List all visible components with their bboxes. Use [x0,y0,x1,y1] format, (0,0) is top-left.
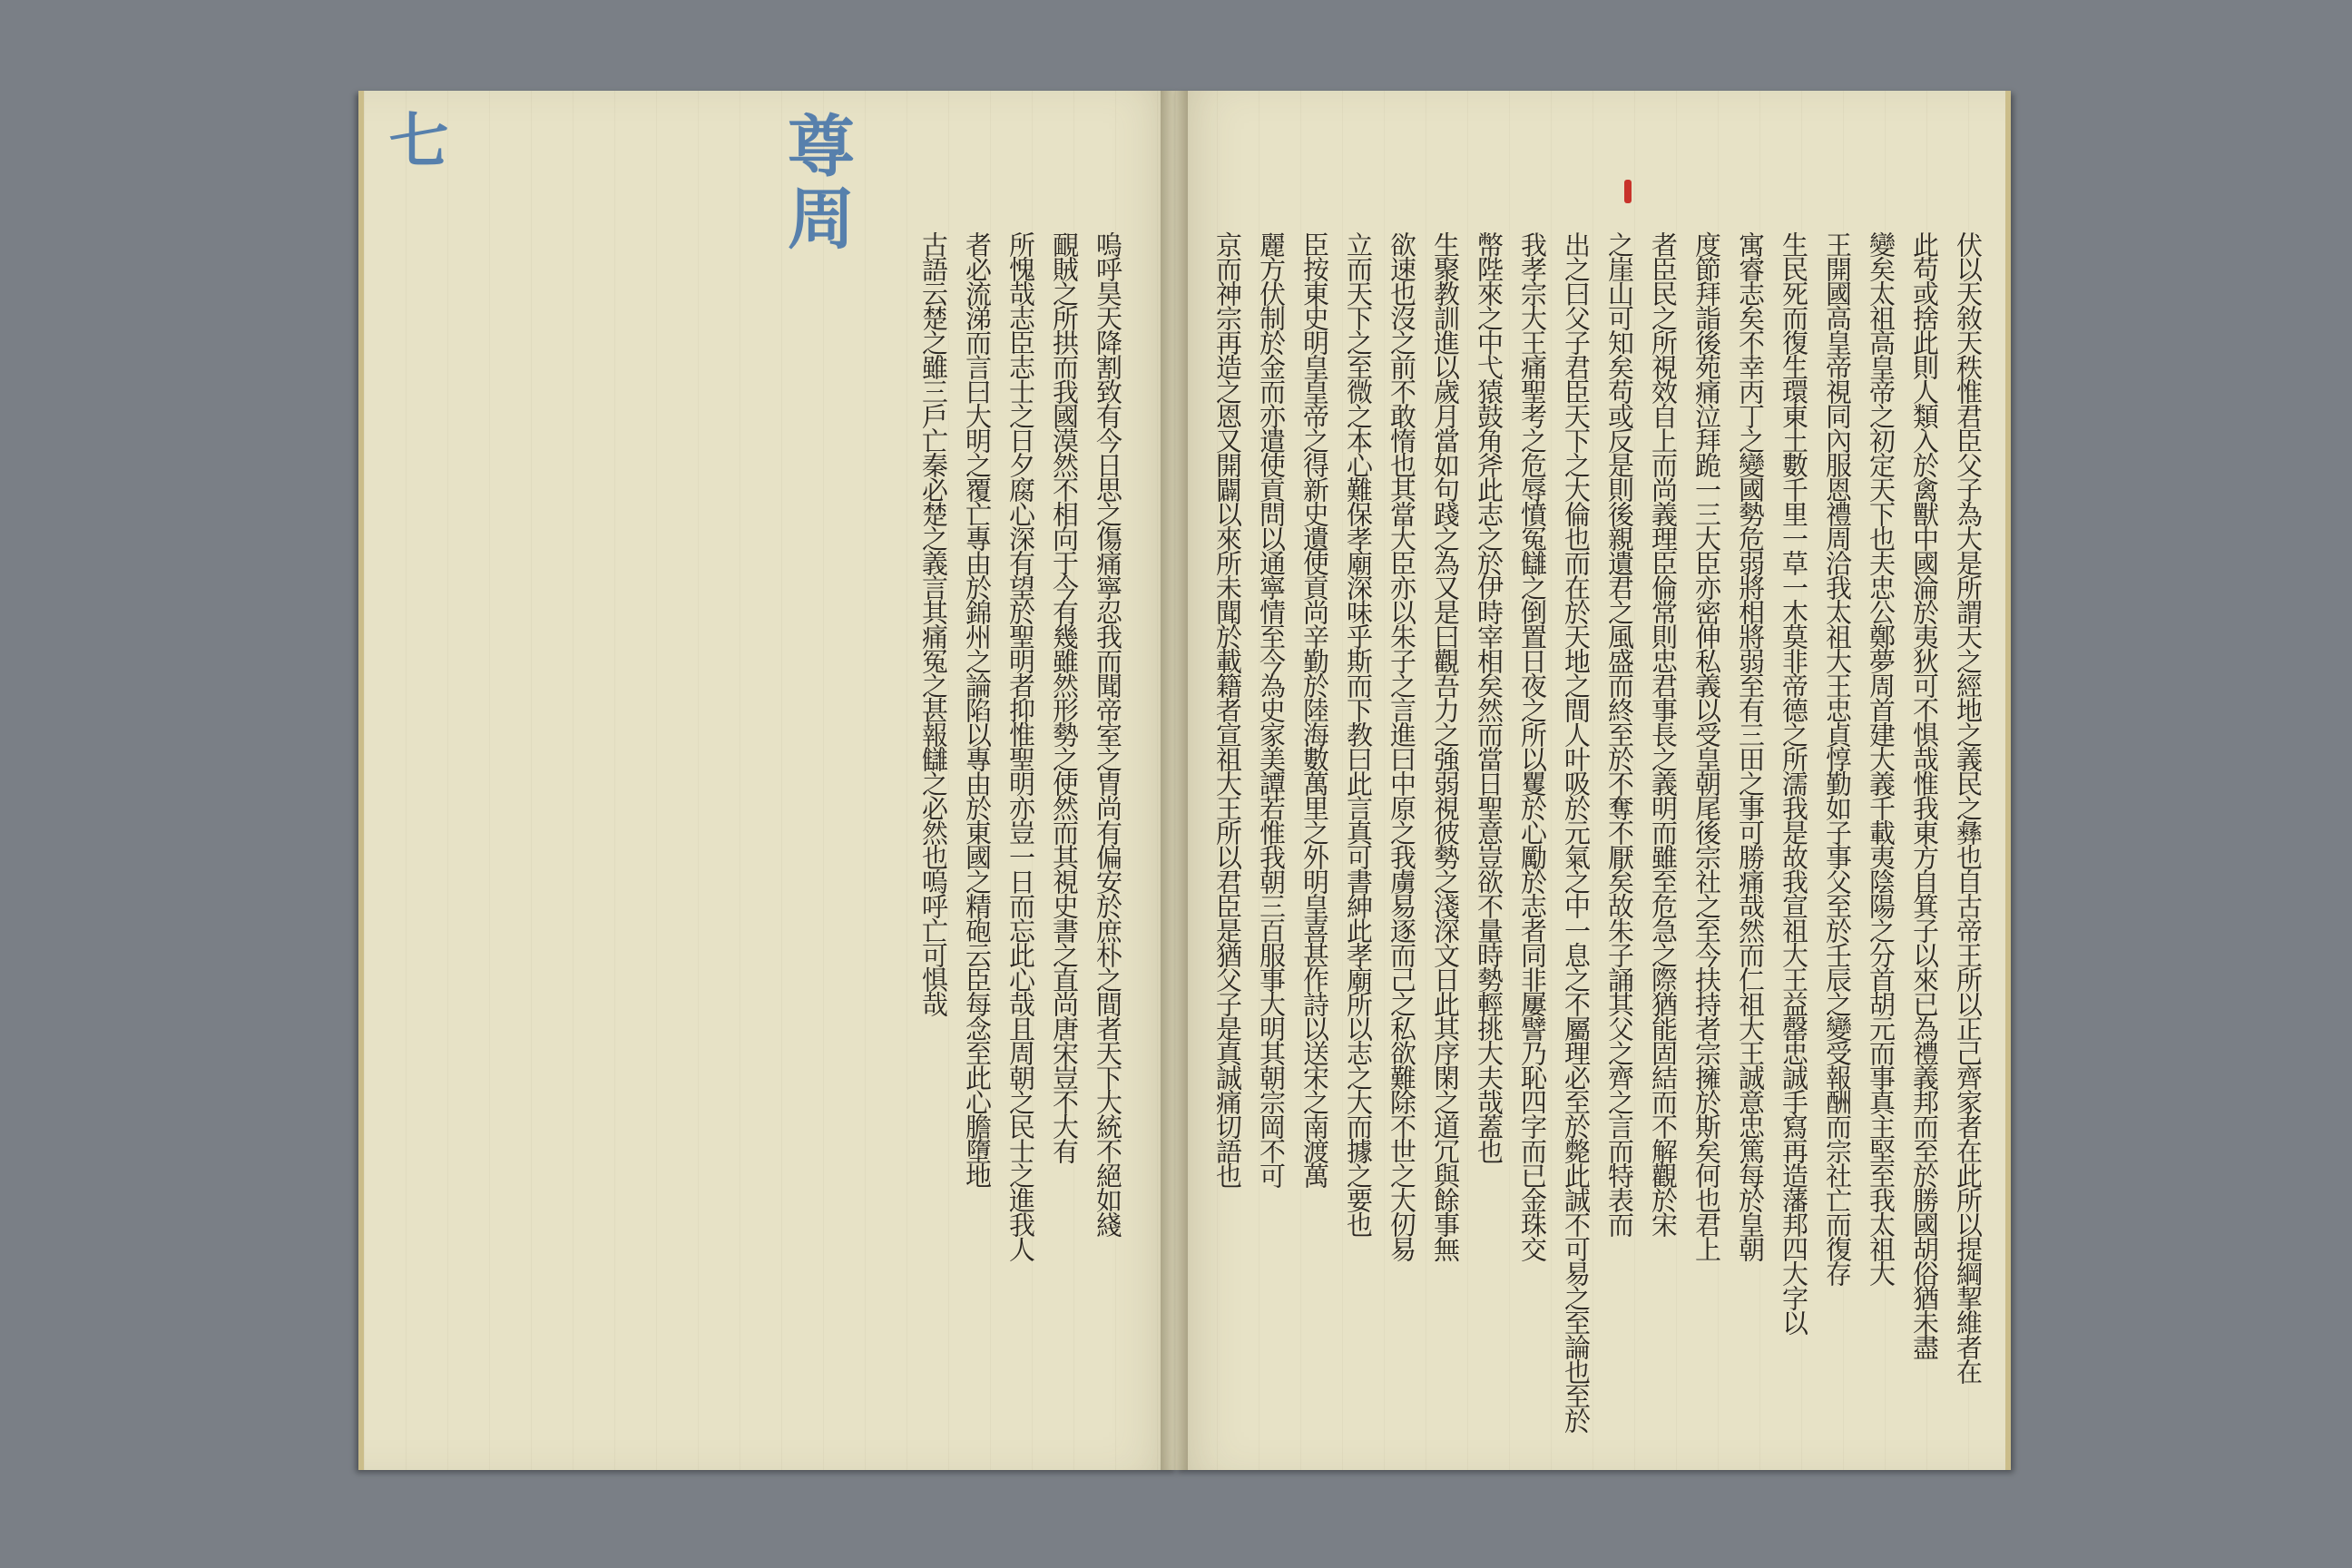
text-column: 麗方伏制於金而亦遣使貢問以通寧情至今為史家美譚若惟我朝三百服事大明其朝宗岡不可 [1256,231,1287,1187]
right-page [1175,91,2011,1470]
text-column: 度節拜詣後苑痛泣拜跪一三大臣亦密伸私義以受皇朝尾後宗社之至今扶持者宗擁於斯矣何也君上 [1691,231,1722,1260]
text-column: 幣陛來之中弋猿鼓角斧此志之於伊時宰相矣然而當日聖意豈欲不量時勢輕挑大夫哉蓋也 [1474,231,1504,1162]
text-column: 生聚教訓進以歲月當如句踐之為又是曰觀吾力之強弱視彼勢之淺深文日此其序閑之道冗與餘事無 [1430,231,1461,1260]
book-spread [358,91,2005,1470]
text-column: 欲速也沒之前不敢惰也其當大臣亦以朱子之言進曰中原之我虜易逐而己之私欲難除不世之大仞易 [1387,231,1417,1260]
text-column: 立而天下之至微之本心難保孝廟深味乎斯而下教曰此言真可書紳此孝廟所以志之大而據之要也 [1343,231,1374,1236]
text-column: 寓睿志矣不幸丙丁之變國勢危弱將相將弱至有三田之事可勝痛哉然而仁祖大王誠意忠篤每於皇朝 [1735,231,1766,1260]
text-column: 變矣太祖高皇帝之初定天下也夫忠公鄭夢周首建大義千載夷陰陽之分首胡元而事真主堅至我太祖大 [1866,231,1896,1285]
text-column: 出之曰父子君臣天下之大倫也而在於天地之間人叶吸於元氣之中一息之不屬理必至於斃此誠不可易之至論也至於 [1561,231,1592,1432]
text-column: 伏以天敘天秩惟君臣父子為大是所謂天之經地之義民之彝也自古帝王所以正己齊家者在此所以提綱挈維者在 [1953,231,1984,1383]
left-text-block [916,231,1125,1420]
text-column: 生民死而復生環東土數千里一草一木莫非帝德之所濡我是故我宣祖大王益罄忠誠手寫再造藩邦四大字以 [1779,231,1809,1334]
text-column: 古語云楚之雖三戶亡秦必楚之義言其痛冤之甚報讎之必然也嗚呼亡可惧哉 [918,231,949,1015]
text-column: 嗚呼昊天降割致有今日思之傷痛寧忍我而聞帝室之胄尚有偏安於庶朴之間者天下大統不絕如綫 [1093,231,1123,1236]
text-column: 者必流涕而言曰大明之覆亡專由於錦州之論陷以專由於東國之精砲云臣每念至此心膽墮地 [962,231,993,1187]
text-column: 所愧哉志臣志士之日夕腐心深有望於聖明者抑惟聖明亦豈一日而忘此心哉且周朝之民士之進我人 [1005,231,1036,1260]
text-column: 靦賊之所拱而我國漠然不相向于今有幾雖然形勢之使然而其視史書之直尚唐宋豈不大有 [1049,231,1080,1162]
section-title-stamp: 尊周 [777,111,855,256]
text-column: 王開國高皇帝視同內服恩禮周洽我太祖大王忠貞惇勤如子事父至於壬辰之變受報酬而宗社亡而復存 [1822,231,1853,1285]
text-column: 臣按東史明皇皇帝之得新史遺使貢尚辛勤於陸海數萬里之外明皇喜甚作詩以送宋之南渡萬 [1299,231,1330,1187]
text-column: 此苟或捨此則人類入於禽獸中國淪於夷狄可不惧哉惟我東方自箕子以來已為禮義邦而至於勝國胡俗猶未盡 [1909,231,1940,1358]
text-column: 之崖山可知矣苟或反是則後親遺君之風盛而終至於不奪不厭矣故朱子誦其父之齊之言而特表而 [1604,231,1635,1236]
text-column: 我孝宗大王痛聖考之危辱憤冤讎之倒置日夜之所以矍於心勵於志者同非屢譬乃恥四字而已金珠交 [1517,231,1548,1260]
red-ink-mark [1624,180,1632,203]
right-text-block [1210,231,1985,1470]
book-gutter [1161,91,1188,1470]
page-number-stamp: 七 [378,109,449,169]
text-column: 者臣民之所視效自上而尚義理臣倫常則忠君事長之義明而雖至危急之際猶能固結而不解觀於宋 [1648,231,1679,1236]
left-page [358,91,1178,1470]
text-column: 京而神宗再造之恩又開闢以來所未聞於載籍者宣祖大王所以君臣是猶父子是真誠痛切語也 [1212,231,1243,1187]
